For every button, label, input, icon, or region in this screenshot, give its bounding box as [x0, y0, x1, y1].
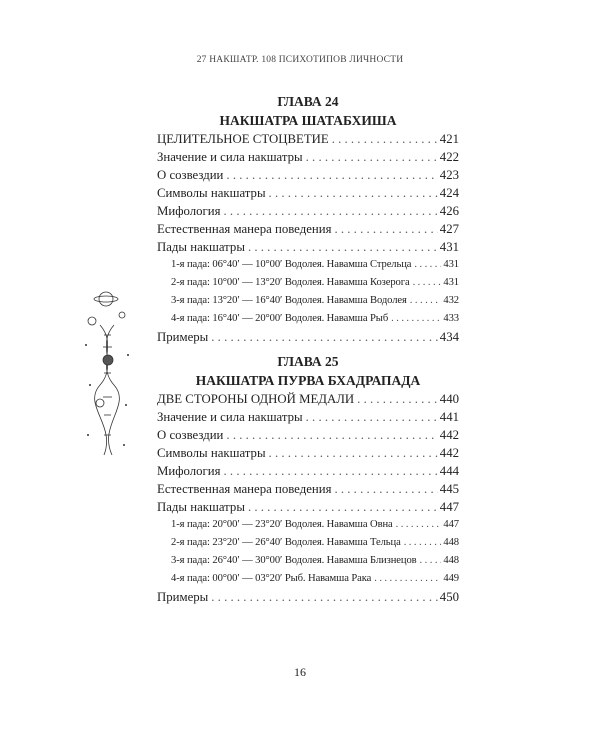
toc-entry-label: 2-я пада: 10°00′ — 13°20′ Водолея. Навамша Козерога [171, 277, 410, 288]
dot-leader [211, 328, 438, 346]
toc-entry [157, 292, 459, 310]
chapter-24-toc [157, 92, 459, 346]
toc-entry [157, 516, 459, 534]
toc-entry-page: 442 [439, 428, 459, 442]
toc-entry-label: Значение и сила накшатры [157, 150, 303, 164]
toc-entry-label: Символы накшатры [157, 186, 266, 200]
dot-leader [269, 444, 438, 462]
toc-entry-label: Символы накшатры [157, 446, 266, 460]
toc-entry-label: 1-я пада: 06°40′ — 10°00′ Водолея. Навамша Стрельца [171, 259, 412, 270]
toc-entry-page: 447 [439, 500, 459, 514]
toc-entry [157, 202, 459, 220]
running-header: 27 НАКШАТР. 108 ПСИХОТИПОВ ЛИЧНОСТИ [196, 55, 404, 65]
toc-entry-label: 2-я пада: 23°20′ — 26°40′ Водолея. Навамша Тельца [171, 537, 401, 548]
toc-entry-label: ЦЕЛИТЕЛЬНОЕ СТОЦВЕТИЕ [157, 132, 329, 146]
toc-entry-label: Примеры [157, 590, 209, 604]
toc-entry-page: 450 [439, 590, 459, 604]
toc-entry [157, 462, 459, 480]
dot-leader [396, 516, 442, 534]
toc-entry [157, 148, 459, 166]
toc-entry [157, 570, 459, 588]
toc-entry [157, 498, 459, 516]
toc-entry [157, 390, 459, 408]
toc-entry [157, 184, 459, 202]
dot-leader [211, 588, 438, 606]
dot-leader [248, 498, 438, 516]
dot-leader [413, 274, 442, 292]
toc-entry-page: 441 [439, 410, 459, 424]
dot-leader [334, 220, 437, 238]
dot-leader [410, 292, 442, 310]
toc-entry-label: О созвездии [157, 428, 224, 442]
toc-entry-page: 424 [439, 186, 459, 200]
toc-entry-page: 423 [439, 168, 459, 182]
toc-entry-page: 431 [439, 240, 459, 254]
toc-entry-page: 449 [443, 573, 459, 584]
dot-leader [306, 408, 438, 426]
toc-entry [157, 274, 459, 292]
toc-entry-label: 3-я пада: 13°20′ — 16°40′ Водолея. Навамша Водолея [171, 295, 407, 306]
toc-entry [157, 426, 459, 444]
dot-leader [224, 462, 438, 480]
toc-entry [157, 534, 459, 552]
dot-leader [306, 148, 438, 166]
toc-entry-label: Мифология [157, 464, 221, 478]
toc-entry-label: О созвездии [157, 168, 224, 182]
toc-entry-page: 445 [439, 482, 459, 496]
dot-leader [404, 534, 442, 552]
toc-entry-page: 434 [439, 330, 459, 344]
toc-entry-label: Естественная манера поведения [157, 222, 332, 236]
toc-entry-label: Пады накшатры [157, 500, 245, 514]
toc-entry [157, 408, 459, 426]
toc-entry-page: 448 [443, 537, 459, 548]
toc-entry-label: Пады накшатры [157, 240, 245, 254]
toc-entry-label: 1-я пада: 20°00′ — 23°20′ Водолея. Навамша Овна [171, 519, 393, 530]
toc-entry-page: 447 [443, 519, 459, 530]
toc-entry-page: 426 [439, 204, 459, 218]
toc-entry-page: 431 [443, 277, 459, 288]
chapter-number: ГЛАВА 24 [277, 94, 339, 109]
dot-leader [357, 390, 438, 408]
toc-entry-page: 421 [439, 132, 459, 146]
dot-leader [420, 552, 442, 570]
toc-entry-page: 448 [443, 555, 459, 566]
dot-leader [391, 310, 441, 328]
chapter-title: НАКШАТРА ШАТАБХИША [219, 113, 397, 128]
toc-entry-label: ДВЕ СТОРОНЫ ОДНОЙ МЕДАЛИ [157, 392, 355, 406]
toc-entry-page: 444 [439, 464, 459, 478]
dot-leader [332, 130, 438, 148]
dot-leader [226, 166, 437, 184]
toc-entry [157, 552, 459, 570]
toc-entry-page: 432 [443, 295, 459, 306]
chapter-25-toc [157, 352, 459, 606]
toc-entry [157, 130, 459, 148]
toc-entry-page: 442 [439, 446, 459, 460]
toc-entry [157, 480, 459, 498]
toc-entry-label: Естественная манера поведения [157, 482, 332, 496]
page-number: 16 [294, 665, 306, 679]
dot-leader [414, 256, 441, 274]
toc-entry-label: Значение и сила накшатры [157, 410, 303, 424]
toc-entry-label: 3-я пада: 26°40′ — 30°00′ Водолея. Навамша Близнецов [171, 555, 417, 566]
toc-entry-page: 440 [439, 392, 459, 406]
dot-leader [374, 570, 441, 588]
toc-entry [157, 238, 459, 256]
dot-leader [269, 184, 438, 202]
toc-entry [157, 256, 459, 274]
chapter-title: НАКШАТРА ПУРВА БХАДРАПАДА [195, 373, 421, 388]
dot-leader [224, 202, 438, 220]
dot-leader [334, 480, 437, 498]
toc-entry [157, 166, 459, 184]
toc-entry-page: 431 [443, 259, 459, 270]
toc-entry [157, 310, 459, 328]
toc-entry [157, 220, 459, 238]
toc-entry-label: Примеры [157, 330, 209, 344]
toc-entry-page: 427 [439, 222, 459, 236]
toc-entry-label: 4-я пада: 16°40′ — 20°00′ Водолея. Навамша Рыб [171, 313, 389, 324]
toc-entry-page: 433 [443, 313, 459, 324]
dot-leader [226, 426, 437, 444]
toc-entry-label: Мифология [157, 204, 221, 218]
toc-entry-page: 422 [439, 150, 459, 164]
chapter-number: ГЛАВА 25 [277, 354, 339, 369]
toc-entry [157, 588, 459, 606]
dna-planets-illustration [78, 285, 138, 465]
toc-entry [157, 328, 459, 346]
dot-leader [248, 238, 438, 256]
toc-entry-label: 4-я пада: 00°00′ — 03°20′ Рыб. Навамша Рака [171, 573, 372, 584]
toc-entry [157, 444, 459, 462]
